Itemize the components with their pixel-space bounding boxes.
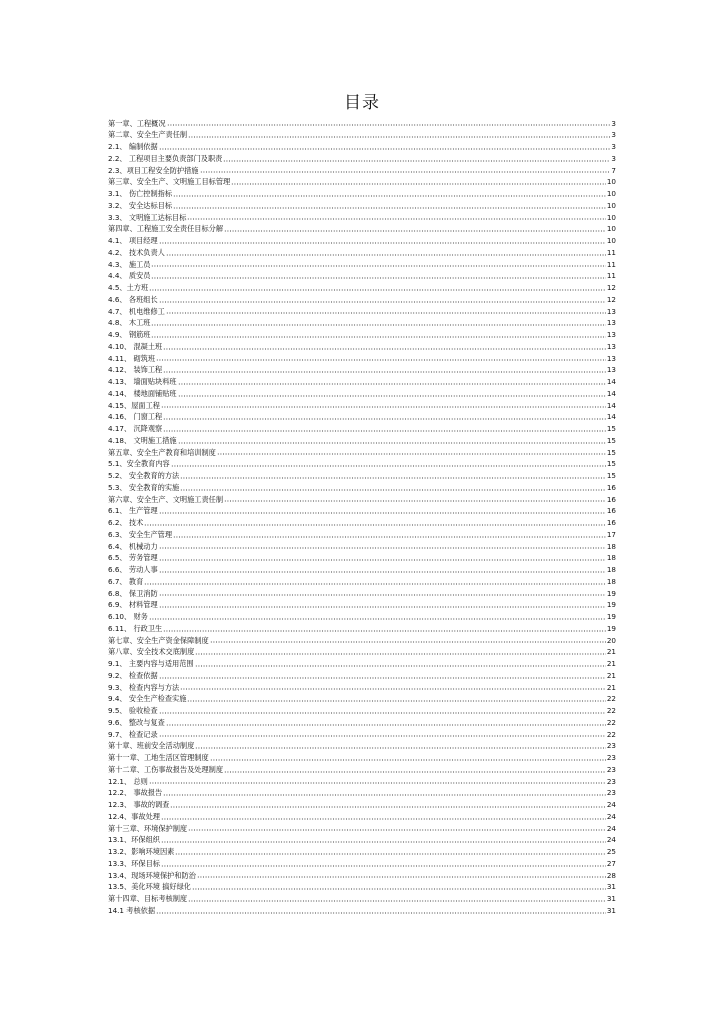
toc-entry-title: 第三章、安全生产、文明施工目标管理 [108,177,231,187]
toc-dot-leader [159,730,606,737]
toc-entry-page: 3 [611,118,616,128]
toc-entry-page: 19 [606,612,616,621]
toc-entry[interactable] [108,893,616,905]
toc-dot-leader [163,425,606,432]
toc-dot-leader [144,578,606,585]
toc-dot-leader [156,907,606,914]
toc-title: 目录 [344,93,380,113]
toc-dot-leader [180,683,606,690]
toc-entry[interactable] [108,541,616,553]
toc-entry[interactable] [108,282,616,294]
toc-dot-leader [188,131,610,138]
toc-entry[interactable] [108,376,616,388]
toc-entry[interactable] [108,576,616,588]
toc-dot-leader [200,166,611,173]
toc-entry-title: 13.1、环保组织 [108,835,160,845]
toc-entry-page: 10 [606,212,616,222]
toc-entry-title: 6.8、 保卫消防 [108,588,158,598]
toc-dot-leader [151,272,605,279]
toc-dot-leader [163,625,606,632]
toc-entry-title: 第四章、工程施工安全责任目标分解 [108,224,224,234]
toc-entry-page: 15 [606,459,616,469]
toc-entry-page: 7 [611,165,616,175]
toc-entry-title: 13.3、环保目标 [108,858,160,868]
toc-entry-title: 9.7、 检查记录 [108,729,158,739]
toc-entry[interactable] [108,693,616,705]
toc-entry-page: 10 [606,177,616,187]
toc-entry-title: 2.1、 编制依据 [108,142,158,151]
toc-entry[interactable] [108,717,616,729]
toc-entry[interactable] [108,165,616,177]
toc-entry-page: 19 [606,623,616,633]
toc-entry-page: 10 [606,200,616,210]
toc-entry[interactable] [108,400,616,412]
toc-entry[interactable] [108,447,616,459]
toc-entry[interactable] [108,341,616,353]
toc-dot-leader [159,672,606,679]
toc-entry-title: 2.2、 工程项目主要负责部门及职责 [108,153,223,163]
toc-dot-leader [188,824,606,831]
toc-dot-leader [180,484,606,491]
toc-entry-page: 23 [606,788,616,798]
toc-dot-leader [178,378,606,385]
toc-entry[interactable] [108,776,616,788]
toc-entry-page: 14 [606,412,616,422]
toc-entry-page: 3 [611,130,616,140]
toc-entry-page: 22 [606,717,616,727]
toc-entry[interactable] [108,364,616,376]
toc-dot-leader [161,860,606,867]
toc-dot-leader [178,437,606,444]
toc-entry[interactable] [108,494,616,506]
toc-entry-page: 31 [606,894,616,903]
toc-entry-page: 24 [606,823,616,833]
toc-dot-leader [163,343,606,350]
toc-entry-title: 9.1、 主要内容与适用范围 [108,659,194,668]
toc-entry-page: 22 [606,729,616,739]
toc-entry-page: 3 [611,153,616,163]
toc-dot-leader [161,813,606,820]
toc-dot-leader [224,225,606,232]
toc-entry-title: 第十四章、目标考核制度 [108,894,188,903]
toc-entry[interactable] [108,623,616,635]
toc-entry-page: 13 [606,330,616,339]
toc-entry-page: 13 [606,306,616,316]
toc-entry-title: 6.1、 生产管理 [108,506,158,516]
toc-entry-title: 4.17、 沉降观察 [108,424,163,433]
toc-entry-page: 16 [606,494,616,504]
toc-entry-page: 18 [606,541,616,551]
toc-entry-page: 27 [606,858,616,868]
toc-dot-leader [159,554,606,561]
toc-entry-page: 13 [606,318,616,328]
toc-dot-leader [188,895,606,902]
toc-entry[interactable] [108,870,616,882]
toc-entry-page: 11 [606,271,616,281]
toc-entry[interactable] [108,505,616,517]
toc-entry-title: 2.3、项目工程安全防护措施 [108,165,199,175]
toc-dot-leader [217,448,606,455]
toc-entry-page: 10 [606,236,616,245]
toc-entry-page: 22 [606,706,616,715]
toc-entry-title: 4.9、 钢筋班 [108,330,151,339]
toc-entry-title: 9.3、 检查内容与方法 [108,682,180,692]
toc-entry[interactable] [108,435,616,447]
toc-entry[interactable] [108,729,616,741]
toc-dot-leader [159,707,606,714]
toc-entry-title: 6.2、 技术 [108,518,144,527]
toc-entry-title: 第十三章、环境保护制度 [108,823,188,833]
toc-entry[interactable] [108,599,616,611]
toc-entry-title: 4.7、 机电维修工 [108,306,165,316]
toc-entry-title: 4.1、 项目经理 [108,236,158,245]
toc-dot-leader [159,507,606,514]
toc-dot-leader [149,613,606,620]
toc-entry-page: 13 [606,353,616,363]
toc-entry[interactable] [108,705,616,717]
toc-entry[interactable] [108,306,616,318]
toc-dot-leader [210,754,606,761]
toc-entry-page: 18 [606,576,616,586]
toc-entry-title: 4.18、 文明施工措施 [108,435,177,445]
toc-dot-leader [195,660,606,667]
toc-entry-page: 11 [606,247,616,257]
toc-dot-leader [161,836,606,843]
toc-list [108,118,616,917]
toc-entry[interactable] [108,646,616,658]
toc-entry[interactable] [108,129,616,141]
toc-entry[interactable] [108,141,616,153]
toc-dot-leader [187,695,605,702]
toc-entry-title: 第十二章、工伤事故报告及处理制度 [108,764,224,774]
toc-entry-title: 6.3、 安全生产管理 [108,529,173,539]
toc-dot-leader [173,190,606,197]
toc-entry-title: 6.9、 材料管理 [108,600,158,610]
toc-entry-page: 21 [606,670,616,680]
toc-entry-title: 第五章、安全生产教育和培训制度 [108,447,216,457]
toc-entry-title: 第十章、班前安全活动制度 [108,741,195,751]
toc-entry[interactable] [108,799,616,811]
toc-dot-leader [195,648,606,655]
toc-dot-leader [159,296,606,303]
toc-entry[interactable] [108,200,616,212]
toc-entry[interactable] [108,658,616,670]
toc-entry-page: 16 [606,506,616,516]
toc-dot-leader [156,354,606,361]
toc-dot-leader [151,319,605,326]
toc-entry[interactable] [108,423,616,435]
toc-entry-page: 16 [606,518,616,527]
toc-dot-leader [166,719,606,726]
toc-entry[interactable] [108,294,616,306]
toc-dot-leader [192,883,606,890]
toc-entry[interactable] [108,317,616,329]
toc-dot-leader [224,495,606,502]
toc-dot-leader [170,801,605,808]
toc-entry-title: 第十一章、工地生活区管理制度 [108,753,209,762]
toc-entry-page: 10 [606,224,616,234]
toc-entry-page: 23 [606,764,616,774]
toc-dot-leader [180,472,606,479]
toc-entry-title: 4.5、土方班 [108,283,149,292]
toc-entry-title: 3.1、 伤亡控制指标 [108,189,173,198]
toc-entry-title: 13.2、影响环境因素 [108,847,175,856]
toc-entry-title: 9.6、 整改与复查 [108,717,165,727]
toc-dot-leader [173,202,606,209]
toc-dot-leader [144,519,606,526]
toc-entry-title: 第六章、安全生产、文明施工责任制 [108,494,224,504]
toc-entry[interactable] [108,458,616,470]
toc-entry-title: 6.11、 行政卫生 [108,623,163,633]
toc-entry-title: 3.2、 安全达标目标 [108,200,173,210]
toc-entry[interactable] [108,411,616,423]
toc-dot-leader [149,777,606,784]
toc-entry-title: 4.2、 技术负责人 [108,247,165,257]
toc-entry-title: 4.11、 砌筑班 [108,353,156,363]
toc-dot-leader [163,789,606,796]
toc-entry-page: 15 [606,471,616,480]
toc-entry-title: 13.4、现场环境保护和防治 [108,870,196,880]
toc-entry[interactable] [108,740,616,752]
toc-dot-leader [163,366,606,373]
toc-entry-title: 第七章、安全生产资金保障制度 [108,635,209,645]
toc-entry-title: 12.3、 事故的调查 [108,800,170,809]
toc-entry-page: 14 [606,400,616,410]
toc-entry-page: 21 [606,647,616,657]
toc-entry[interactable] [108,118,616,130]
toc-dot-leader [159,589,606,596]
toc-entry-page: 22 [606,694,616,704]
toc-entry-page: 24 [606,800,616,809]
toc-entry[interactable] [108,846,616,858]
toc-entry-title: 第八章、安全技术交底制度 [108,647,195,657]
toc-entry-title: 4.15、屋面工程 [108,400,160,410]
toc-entry-page: 24 [606,811,616,821]
toc-entry-title: 4.3、 施工员 [108,259,151,269]
toc-dot-leader [224,766,606,773]
toc-entry-title: 5.3、 安全教育的实施 [108,482,180,492]
toc-entry-page: 17 [606,529,616,539]
toc-dot-leader [171,460,606,467]
toc-entry-page: 23 [606,753,616,762]
toc-dot-leader [149,284,606,291]
toc-entry[interactable] [108,564,616,576]
toc-entry[interactable] [108,811,616,823]
toc-dot-leader [166,307,606,314]
toc-entry-title: 4.10、 混凝土班 [108,341,163,351]
toc-dot-leader [167,119,611,126]
toc-entry-title: 12.1、 总则 [108,776,148,786]
toc-entry[interactable] [108,635,616,647]
toc-entry-page: 18 [606,565,616,574]
toc-entry[interactable] [108,270,616,282]
toc-entry-page: 21 [606,659,616,668]
toc-entry[interactable] [108,588,616,600]
toc-entry-title: 4.6、 各班组长 [108,294,158,304]
toc-entry-page: 31 [606,905,616,915]
toc-entry-title: 6.5、 劳务管理 [108,553,158,563]
toc-entry[interactable] [108,682,616,694]
toc-entry[interactable] [108,188,616,200]
toc-entry-page: 14 [606,377,616,386]
toc-dot-leader [175,848,606,855]
toc-dot-leader [187,213,605,220]
toc-entry-page: 12 [606,294,616,304]
toc-entry[interactable] [108,823,616,835]
toc-entry[interactable] [108,517,616,529]
toc-entry[interactable] [108,834,616,846]
toc-entry[interactable] [108,529,616,541]
toc-dot-leader [197,871,606,878]
toc-entry[interactable] [108,153,616,165]
toc-entry-page: 19 [606,600,616,610]
toc-entry[interactable] [108,212,616,224]
toc-entry[interactable] [108,670,616,682]
toc-dot-leader [173,531,606,538]
toc-entry-title: 6.6、 劳动人事 [108,565,158,574]
toc-entry-title: 9.2、 检查依据 [108,670,158,680]
toc-entry-page: 19 [606,588,616,598]
toc-entry-title: 第一章、工程概况 [108,118,166,128]
toc-entry-title: 4.14、 楼地面铺贴班 [108,388,177,398]
toc-entry[interactable] [108,482,616,494]
toc-entry-title: 4.8、 木工班 [108,318,151,328]
toc-entry[interactable] [108,552,616,564]
toc-entry-title: 6.10、 财务 [108,612,148,621]
toc-entry-title: 12.4、事故处理 [108,811,160,821]
toc-entry-page: 15 [606,435,616,445]
toc-entry-page: 15 [606,447,616,457]
toc-entry[interactable] [108,611,616,623]
toc-entry-title: 4.13、 墙面贴块料班 [108,377,177,386]
toc-entry[interactable] [108,247,616,259]
toc-entry-page: 24 [606,835,616,845]
toc-entry-page: 23 [606,776,616,786]
toc-dot-leader [159,566,606,573]
toc-dot-leader [178,390,606,397]
toc-entry-page: 13 [606,341,616,351]
toc-entry[interactable] [108,353,616,365]
toc-dot-leader [231,178,606,185]
toc-dot-leader [159,143,611,150]
toc-entry[interactable] [108,858,616,870]
toc-entry[interactable] [108,176,616,188]
toc-entry-page: 10 [606,189,616,198]
toc-entry-title: 12.2、 事故报告 [108,788,163,798]
toc-entry[interactable] [108,752,616,764]
toc-entry[interactable] [108,881,616,893]
toc-dot-leader [151,260,605,267]
toc-entry[interactable] [108,787,616,799]
toc-entry-title: 9.4、 安全生产检查实施 [108,694,187,704]
toc-dot-leader [223,155,610,162]
toc-entry-page: 16 [606,482,616,492]
toc-entry-title: 4.12、 装饰工程 [108,365,163,375]
toc-entry-page: 11 [606,259,616,269]
toc-entry-page: 23 [606,741,616,751]
toc-entry-title: 4.16、 门窗工程 [108,412,163,422]
toc-entry[interactable] [108,235,616,247]
toc-entry[interactable] [108,223,616,235]
toc-entry-page: 28 [606,870,616,880]
toc-entry-title: 9.5、 验收检查 [108,706,158,715]
toc-entry-title: 4.4、 质安员 [108,271,151,281]
toc-dot-leader [151,331,605,338]
toc-entry-title: 5.1、安全教育内容 [108,459,170,469]
toc-entry-page: 3 [611,142,616,151]
toc-entry-page: 15 [606,424,616,433]
toc-entry-page: 20 [606,635,616,645]
toc-entry[interactable] [108,329,616,341]
toc-entry-title: 6.4、 机械动力 [108,541,158,551]
toc-entry[interactable] [108,259,616,271]
toc-entry[interactable] [108,470,616,482]
toc-entry-page: 12 [606,283,616,292]
toc-entry-page: 25 [606,847,616,856]
toc-entry-title: 3.3、 文明施工达标目标 [108,212,187,222]
toc-dot-leader [195,742,606,749]
toc-entry-page: 21 [606,682,616,692]
toc-dot-leader [163,413,606,420]
toc-entry[interactable] [108,905,616,917]
toc-dot-leader [166,249,606,256]
toc-dot-leader [159,237,606,244]
toc-entry-title: 第二章、安全生产责任制 [108,130,188,140]
toc-dot-leader [159,601,606,608]
toc-dot-leader [159,542,606,549]
toc-entry-page: 18 [606,553,616,563]
toc-entry-title: 13.5、美化环境 搞好绿化 [108,882,191,892]
toc-entry-page: 13 [606,365,616,375]
toc-entry-page: 14 [606,388,616,398]
toc-entry-title: 5.2、 安全教育的方法 [108,471,180,480]
toc-entry[interactable] [108,388,616,400]
toc-dot-leader [210,636,606,643]
toc-dot-leader [161,401,606,408]
toc-entry-title: 14.1 考核依据 [108,905,156,915]
toc-entry-page: 31 [606,882,616,892]
toc-entry-title: 6.7、 教育 [108,576,144,586]
toc-entry[interactable] [108,764,616,776]
